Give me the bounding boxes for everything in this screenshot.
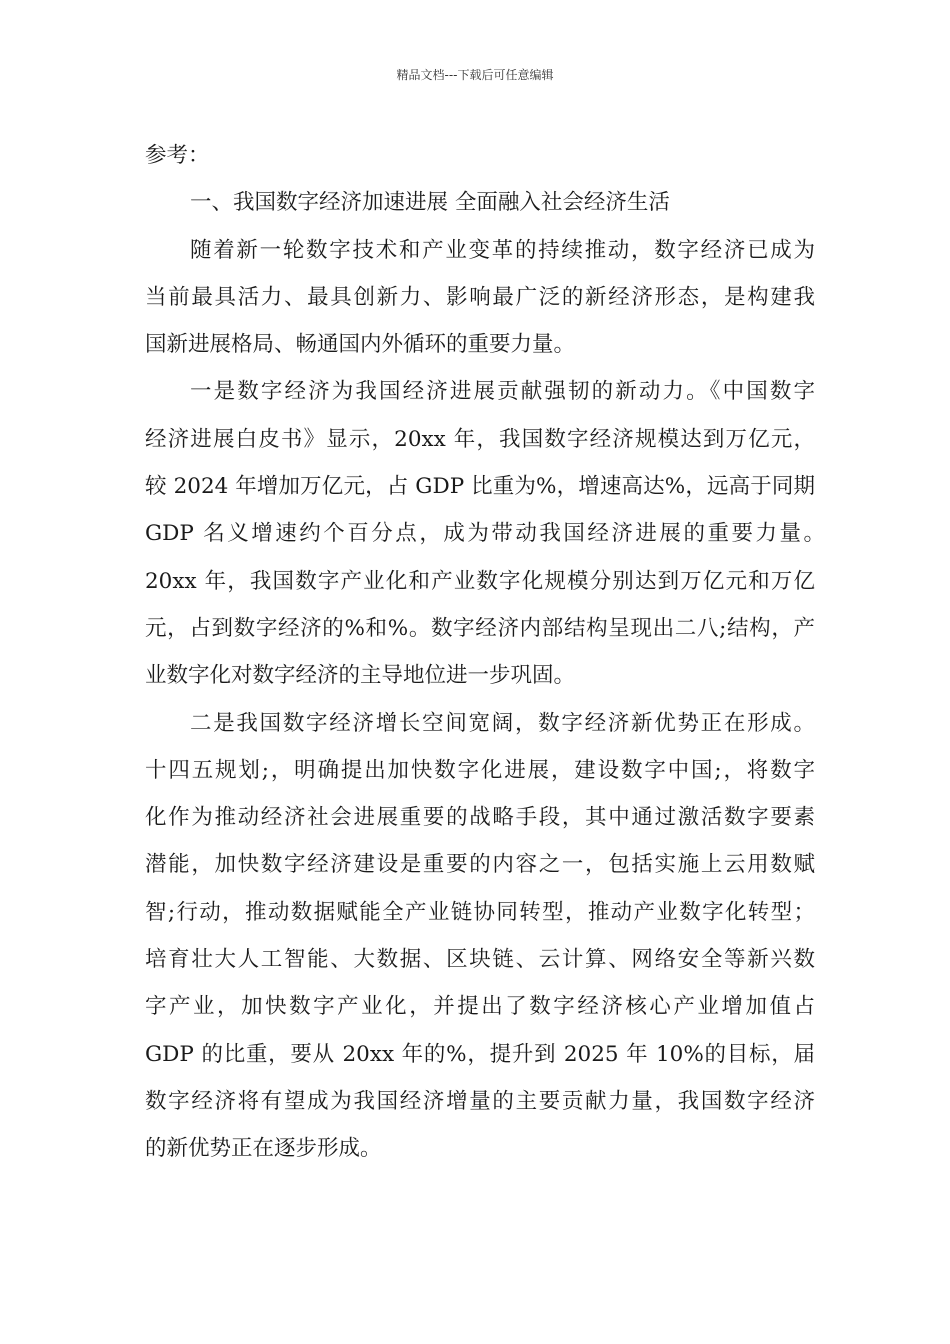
paragraph-line: 一是数字经济为我国经济进展贡献强韧的新动力。《中国数字 xyxy=(190,379,815,405)
paragraph-line: GDP 的比重，要从 20xx 年的%，提升到 2025 年 10%的目标，届 xyxy=(145,1041,815,1067)
paragraph-line: 业数字化对数字经济的主导地位进一步巩固。 xyxy=(145,663,576,689)
paragraph-line: 国新进展格局、畅通国内外循环的重要力量。 xyxy=(145,332,576,358)
paragraph-line: 元，占到数字经济的%和%。数字经济内部结构呈现出二八;结构，产 xyxy=(145,615,815,641)
paragraph-line: 20xx 年，我国数字产业化和产业数字化规模分别达到万亿元和万亿 xyxy=(145,568,815,594)
reference-label: 参考： xyxy=(145,143,210,168)
paragraph-line: 十四五规划;，明确提出加快数字化进展，建设数字中国;，将数字 xyxy=(145,757,815,783)
paragraph-line: 二是我国数字经济增长空间宽阔，数字经济新优势正在形成。 xyxy=(190,710,815,736)
paragraph-line: 经济进展白皮书》显示，20xx 年，我国数字经济规模达到万亿元， xyxy=(145,426,815,452)
paragraph-line: 字产业，加快数字产业化，并提出了数字经济核心产业增加值占 xyxy=(145,994,815,1020)
document-body xyxy=(145,132,825,1173)
paragraph-line: GDP 名义增速约个百分点，成为带动我国经济进展的重要力量。 xyxy=(145,521,825,547)
section-heading: 一、我国数字经济加速进展 全面融入社会经济生活 xyxy=(190,190,670,216)
paragraph-line: 当前最具活力、最具创新力、影响最广泛的新经济形态，是构建我 xyxy=(145,284,815,310)
paragraph-line: 培育壮大人工智能、大数据、区块链、云计算、网络安全等新兴数 xyxy=(145,947,815,973)
paragraph-line: 化作为推动经济社会进展重要的战略手段，其中通过激活数字要素 xyxy=(145,805,815,831)
header-note: 精品文档---下载后可任意编辑 xyxy=(396,68,554,82)
paragraph-line: 较 2024 年增加万亿元，占 GDP 比重为%，增速高达%，远高于同期 xyxy=(145,474,815,500)
paragraph-line: 数字经济将有望成为我国经济增量的主要贡献力量，我国数字经济 xyxy=(145,1088,815,1114)
paragraph-line: 潜能，加快数字经济建设是重要的内容之一，包括实施上云用数赋 xyxy=(145,852,815,878)
paragraph-line: 随着新一轮数字技术和产业变革的持续推动，数字经济已成为 xyxy=(190,237,815,263)
paragraph-line: 的新优势正在逐步形成。 xyxy=(145,1136,382,1162)
paragraph-line: 智;行动，推动数据赋能全产业链协同转型，推动产业数字化转型； xyxy=(145,899,815,925)
